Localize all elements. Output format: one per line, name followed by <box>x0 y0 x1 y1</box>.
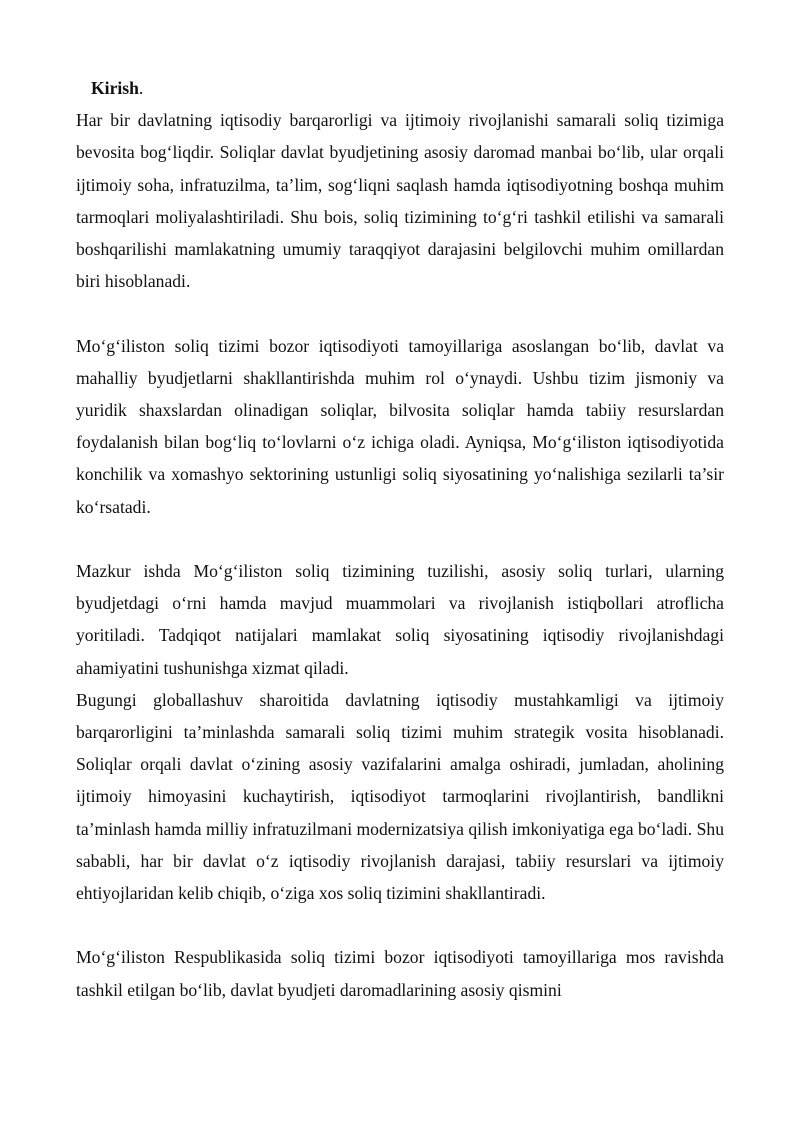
paragraph-4: Bugungi globallashuv sharoitida davlatning iqtisodiy mustahkamligi va ijtimoiy barqarorligini ta’minlashda samarali soliq tizimi muhim strategik vosita hisoblanadi. Soliqlar orqali davlat o‘zining asosiy vazifalarini amalga oshiradi, jumladan, aholining ijtimoiy himoyasini kuchaytirish, iqtisodiyot tarmoqlarini rivojlantirish, bandlikni ta’minlash hamda milliy infratuzilmani modernizatsiya qilish imkoniyatiga ega bo‘ladi. Shu sababli, har bir davlat o‘z iqtisodiy rivojlanish darajasi, tabiiy resurslari va ijtimoiy ehtiyojlaridan kelib chiqib, o‘ziga xos soliq tizimini shakllantiradi. <box>76 689 724 904</box>
heading-text: Kirish <box>91 78 139 98</box>
paragraph-5: Mo‘g‘iliston Respublikasida soliq tizimi bozor iqtisodiyoti tamoyillariga mos ravishda tashkil etilgan bo‘lib, davlat byudjeti daromadlarining asosiy qismini <box>76 947 724 1000</box>
paragraph-spacer <box>76 297 724 329</box>
section-heading <box>76 72 724 104</box>
paragraph-spacer <box>76 909 724 941</box>
paragraph-2: Mo‘g‘iliston soliq tizimi bozor iqtisodiyoti tamoyillariga asoslangan bo‘lib, davlat va mahalliy byudjetlarni shakllantirishda muhim rol o‘ynaydi. Ushbu tizim jismoniy va yuridik shaxslardan olinadigan soliqlar, bilvosita soliqlar hamda tabiiy resurslardan foydalanish bilan bog‘liq to‘lovlarni o‘z ichiga oladi. Ayniqsa, Mo‘g‘iliston iqtisodiyotida konchilik va xomashyo sektorining ustunligi soliq siyosatining yo‘nalishiga sezilarli ta’sir ko‘rsatadi. <box>76 335 724 517</box>
paragraph-1: Har bir davlatning iqtisodiy barqarorligi va ijtimoiy rivojlanishi samarali soliq tizimiga bevosita bog‘liqdir. Soliqlar davlat byudjetining asosiy daromad manbai bo‘lib, ular orqali ijtimoiy soha, infratuzilma, ta’lim, sog‘liqni saqlash hamda iqtisodiyotning boshqa muhim tarmoqlari moliyalashtiriladi. Shu bois, soliq tizimining to‘g‘ri tashkil etilishi va samarali boshqarilishi mamlakatning umumiy taraqqiyot darajasini belgilovchi muhim omillardan biri hisoblanadi. <box>76 110 724 292</box>
paragraph-spacer <box>76 523 724 555</box>
paragraph-3: Mazkur ishda Mo‘g‘iliston soliq tizimining tuzilishi, asosiy soliq turlari, ularning byudjetdagi o‘rni hamda mavjud muammolari va rivojlanish istiqbollari atroflicha yoritiladi. Tadqiqot natijalari mamlakat soliq siyosatining iqtisodiy rivojlanishdagi ahamiyatini tushunishga xizmat qiladi. <box>76 561 724 678</box>
document-body <box>76 72 724 1006</box>
heading-period: . <box>138 78 144 98</box>
